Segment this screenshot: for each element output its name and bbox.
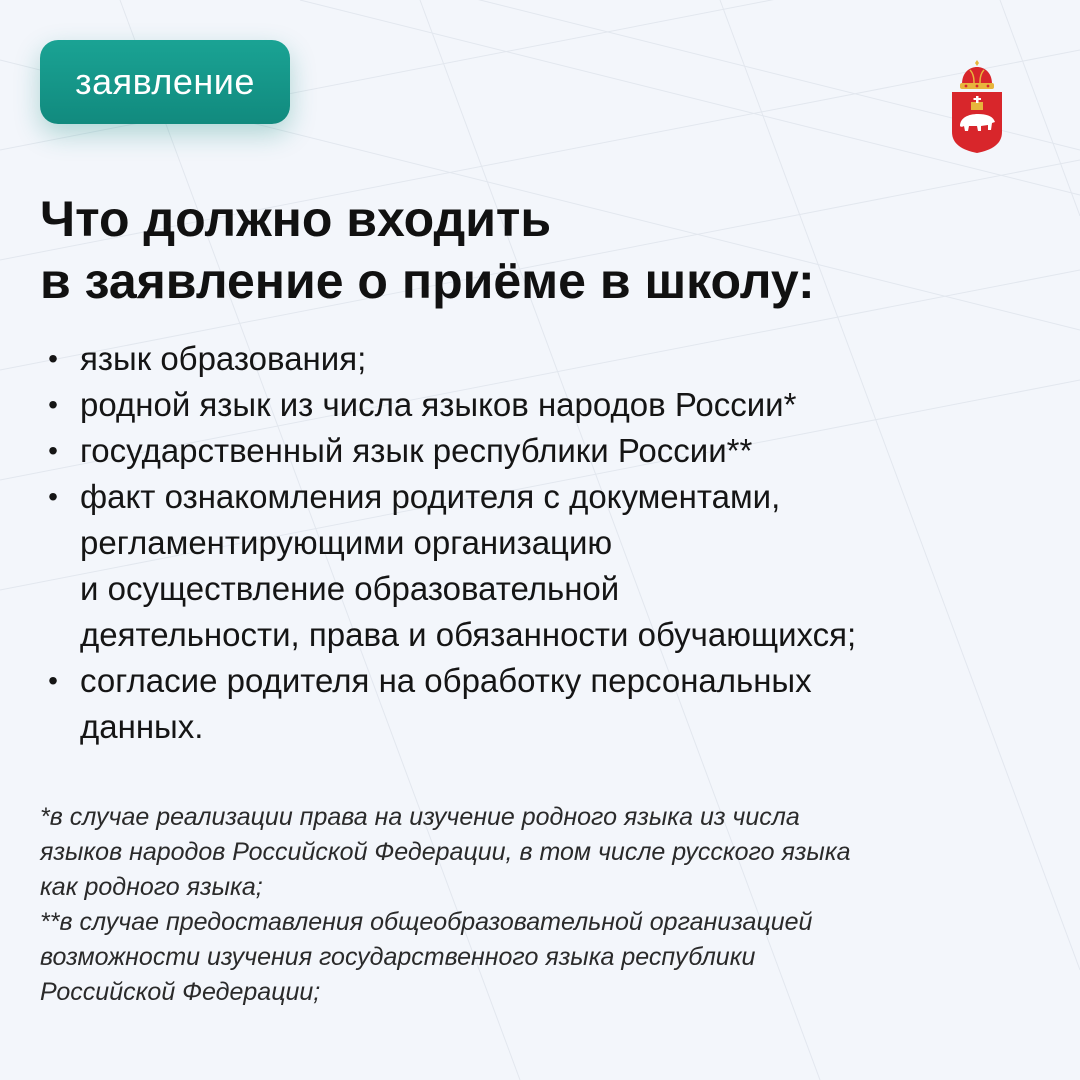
footnote bbox=[40, 800, 1050, 905]
page-title bbox=[40, 188, 1040, 312]
list-item-text: согласие родителя на обработку персональных bbox=[80, 662, 812, 699]
requirements-list bbox=[40, 336, 1070, 750]
title-line-1: Что должно входить bbox=[40, 191, 552, 247]
bullet-icon: • bbox=[48, 343, 58, 374]
footnote-line: языков народов Российской Федерации, в том числе русского языка bbox=[40, 838, 851, 866]
list-item-text: родной язык из числа языков народов России* bbox=[80, 386, 797, 423]
footnotes bbox=[40, 800, 1050, 1010]
footnote-line: **в случае предоставления общеобразовательной организацией bbox=[40, 908, 813, 936]
footnote bbox=[40, 905, 1050, 1010]
list-item-text: регламентирующими организацию bbox=[80, 524, 613, 561]
list-item bbox=[40, 336, 1070, 382]
list-item-text: деятельности, права и обязанности обучающихся; bbox=[80, 616, 857, 653]
category-tag-label: заявление bbox=[75, 61, 255, 102]
title-line-2: в заявление о приёме в школу: bbox=[40, 253, 815, 309]
footnote-line: *в случае реализации права на изучение родного языка из числа bbox=[40, 803, 800, 831]
list-item-text: государственный язык республики России** bbox=[80, 432, 753, 469]
bullet-icon: • bbox=[48, 481, 58, 512]
footnote-line: как родного языка; bbox=[40, 873, 263, 901]
list-item-text: язык образования; bbox=[80, 340, 367, 377]
bullet-icon: • bbox=[48, 665, 58, 696]
list-item bbox=[40, 474, 1070, 658]
perm-region-coat-of-arms-icon bbox=[948, 58, 1006, 154]
crown-icon bbox=[960, 60, 994, 89]
list-item-text: данных. bbox=[80, 708, 204, 745]
list-item-text: факт ознакомления родителя с документами, bbox=[80, 478, 781, 515]
category-tag bbox=[40, 40, 290, 124]
bullet-icon: • bbox=[48, 435, 58, 466]
footnote-line: Российской Федерации; bbox=[40, 978, 321, 1006]
list-item-text: и осуществление образовательной bbox=[80, 570, 620, 607]
bullet-icon: • bbox=[48, 389, 58, 420]
list-item bbox=[40, 428, 1070, 474]
list-item bbox=[40, 382, 1070, 428]
list-item bbox=[40, 658, 1070, 750]
footnote-line: возможности изучения государственного языка республики bbox=[40, 943, 756, 971]
